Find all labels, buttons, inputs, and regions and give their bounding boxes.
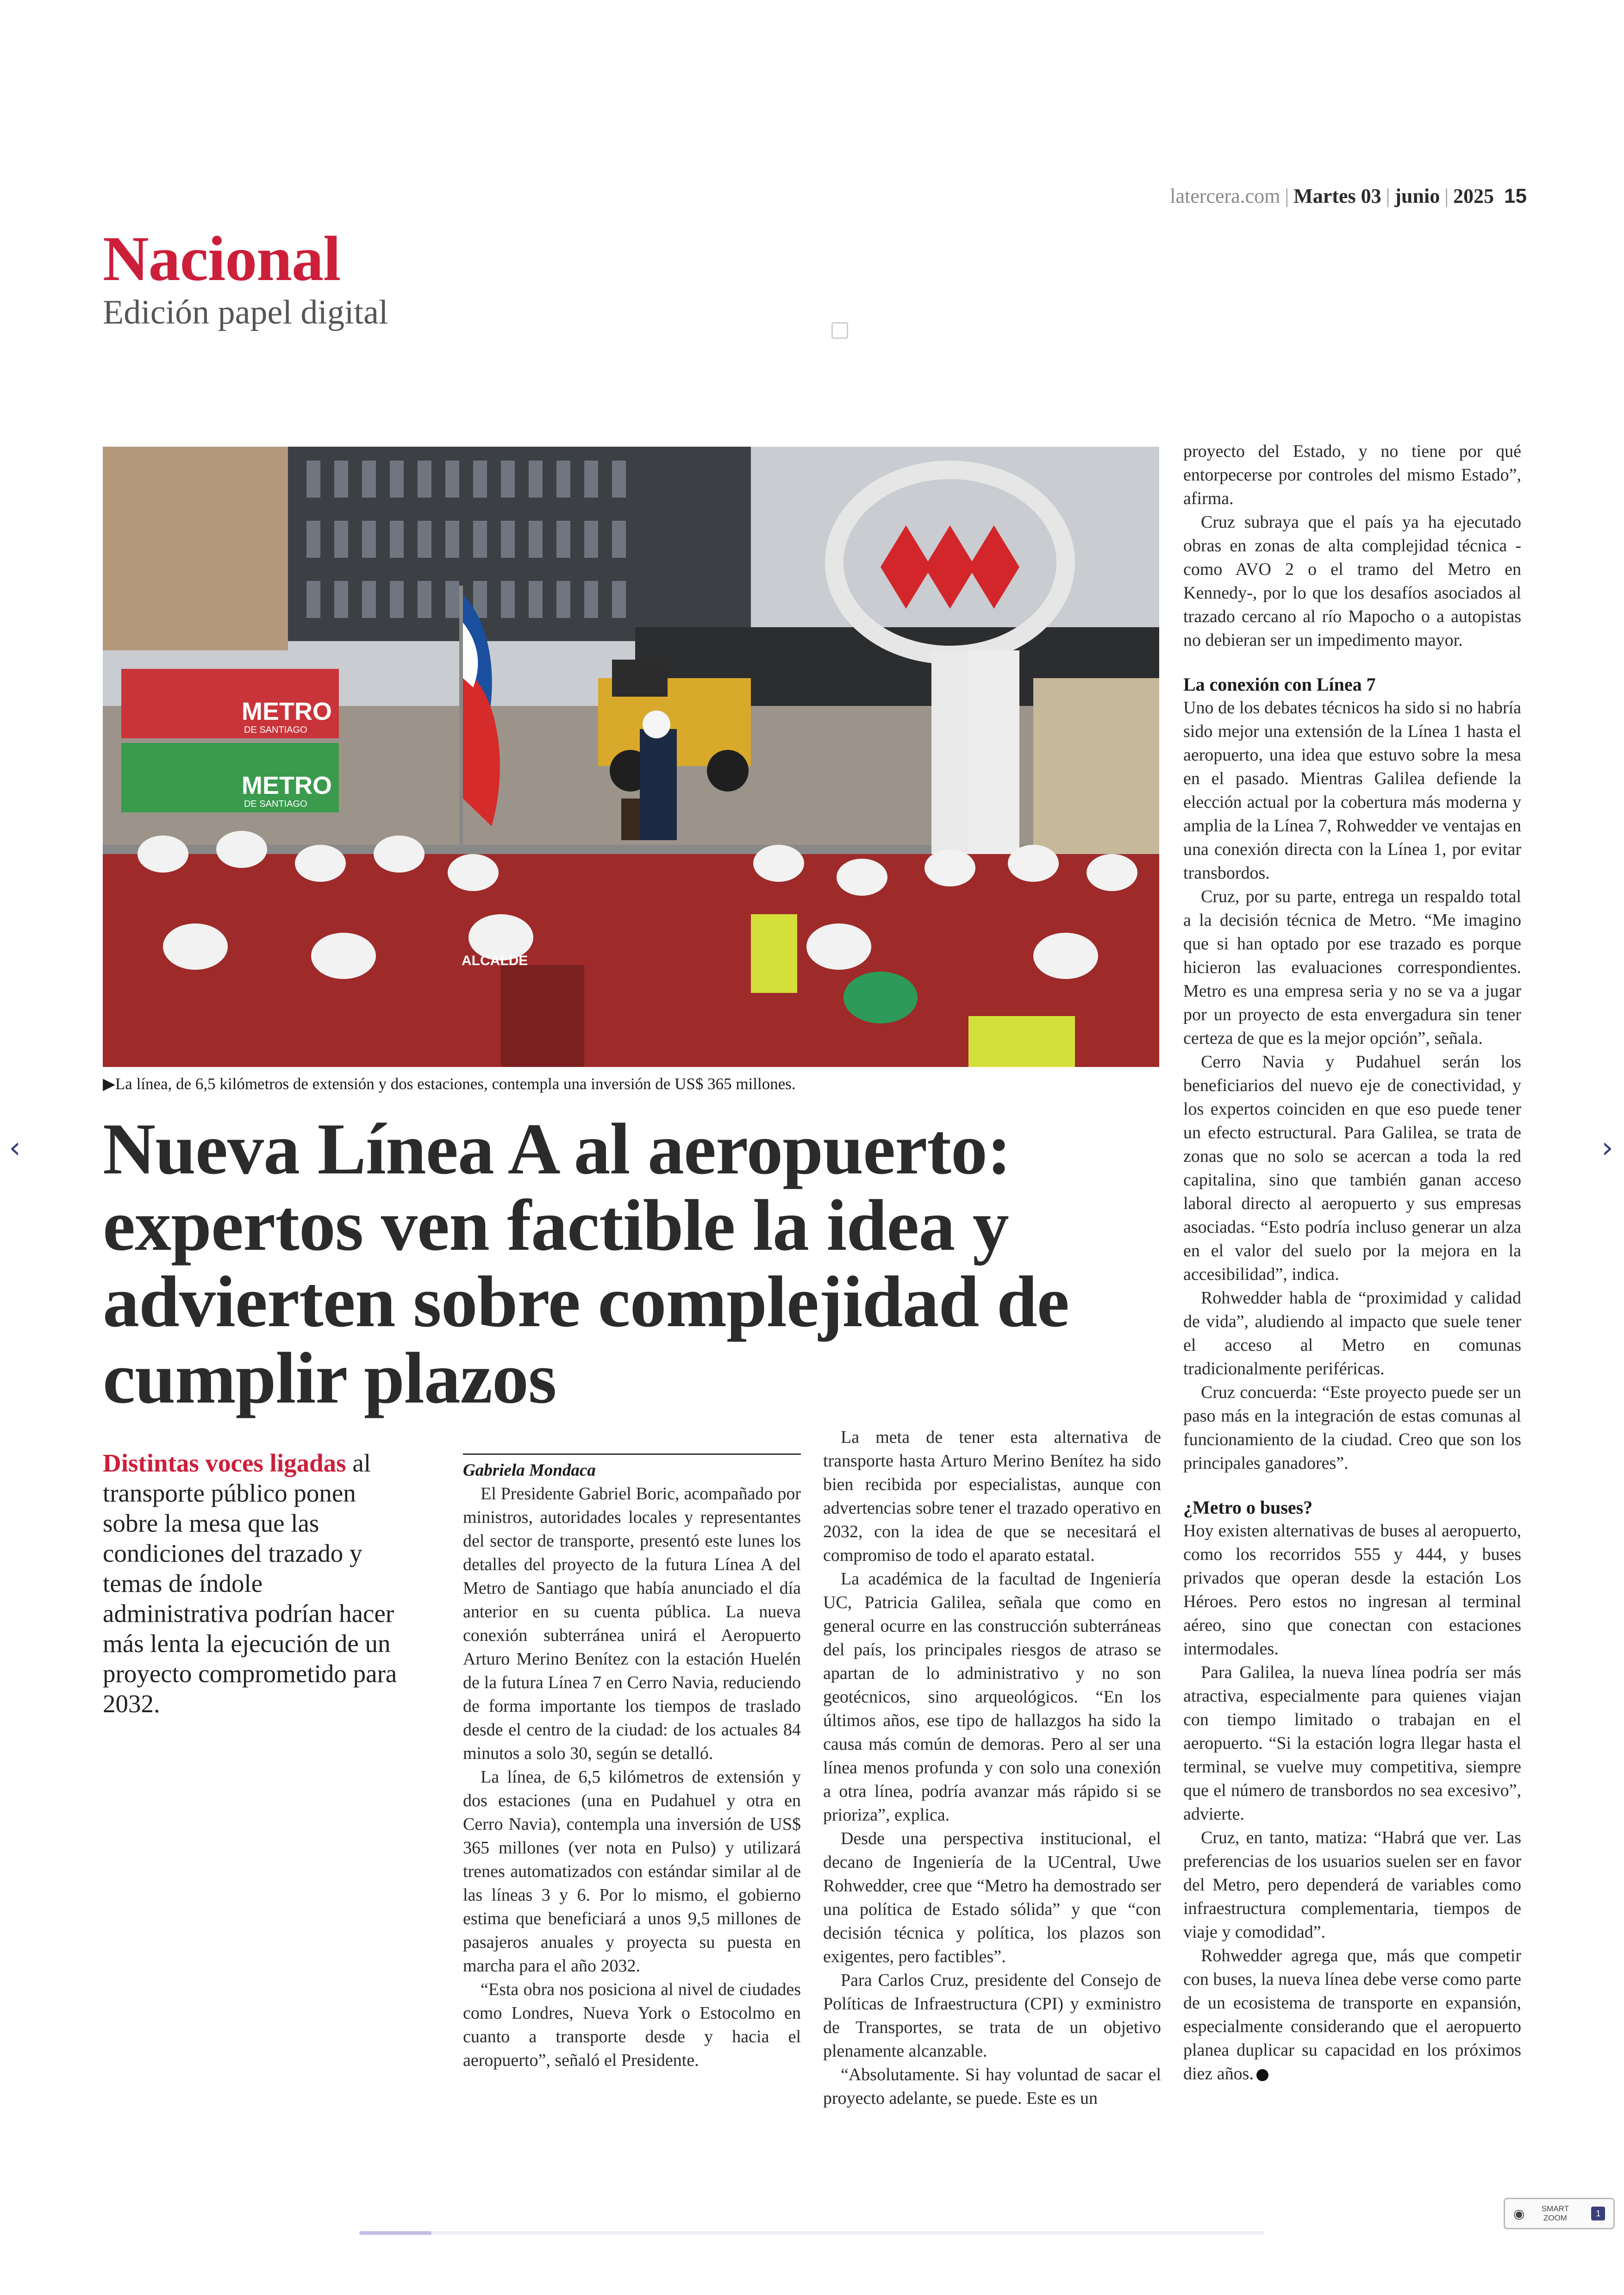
article-headline: Nueva Línea A al aeropuerto: expertos ven factible la idea y advierten sobre complejidad de cumplir plazos — [103, 1109, 1069, 1419]
article-column-1 — [463, 1453, 801, 2072]
smart-zoom-label-2: ZOOM — [1543, 2214, 1567, 2222]
article-column-3 — [1183, 440, 1521, 2086]
paragraph: Hoy existen alternativas de buses al aeropuerto, como los recorridos 555 y 444, y buses privados que operan desde la estación Los Héroes. Pero estos no ingresan al terminal aéreo, sino que conectan con estaciones intermodales. — [1183, 1521, 1521, 1659]
byline: Gabriela Mondaca — [463, 1453, 801, 1482]
page-scroll-bar[interactable] — [359, 2231, 1265, 2235]
paragraph: Rohwedder habla de “proximidad y calidad de vida”, aludiendo al impacto que suele tener el acceso al Metro en comunas tradicionalmente periféricas. — [1183, 1288, 1521, 1378]
paragraph: proyecto del Estado, y no tiene por qué entorpecerse por controles del mismo Estado”, afirma. — [1183, 442, 1521, 508]
article-deck — [103, 1448, 404, 1719]
page-scroll-thumb[interactable] — [359, 2231, 431, 2235]
page-marker-icon — [831, 322, 848, 339]
date-month: junio — [1394, 185, 1440, 207]
paragraph: Desde una perspectiva institucional, el decano de Ingeniería de la UCentral, Uwe Rohwedder, cree que “Metro ha demostrado ser una política de Estado sólida” y que “con decisión técnica y política, los plazos son exigentes, pero factibles”. — [823, 1829, 1161, 1966]
sign-metro-red: METRO — [242, 698, 332, 725]
sign-metro-green: METRO — [242, 772, 332, 799]
paragraph: “Absolutamente. Si hay voluntad de sacar el proyecto adelante, se puede. Este es un — [823, 2065, 1161, 2108]
end-of-article-icon — [1256, 2069, 1268, 2081]
caption-text: La línea, de 6,5 kilómetros de extensión y dos estaciones, contempla una inversión de US$ 365 millones. — [115, 1075, 796, 1093]
paragraph: La académica de la facultad de Ingeniería UC, Patricia Galilea, señala que como en general ocurre en las construcción subterráneas del país, los principales riesgos de atraso se apartan de lo administrativo y no son geotécnicos, sino arqueológicos. “En los últimos años, ese tipo de hallazgos ha sido la causa más común de demoras. Pero al ser una línea menos profunda y con solo una conexión a otra línea, podría avanzar más rápido si se prioriza”, explica. — [823, 1569, 1161, 1825]
article-column-2 — [823, 1426, 1161, 2110]
smart-zoom-count: 1 — [1591, 2207, 1605, 2220]
paragraph: La meta de tener esta alternativa de transporte hasta Arturo Merino Benítez ha sido bien recibida por especialistas, aunque con advertencias sobre tener el trazado operativo en 2032, con la idea de que se necesitará el compromiso de todo el aparato estatal. — [823, 1428, 1161, 1565]
deck-lead: Distintas voces ligadas — [103, 1449, 346, 1477]
paragraph: Cerro Navia y Pudahuel serán los beneficiarios del nuevo eje de conectividad, y los expertos coinciden en que eso puede tener un efecto estructural. Para Galilea, se trata de zonas que no solo se acercan a toda la red capitalina, sino que también ganan acceso laboral directo al aeropuerto y sus empresas asociadas. “Esto podría incluso generar un alza en el valor del suelo por la mejora en la accesibilidad”, indica. — [1183, 1052, 1521, 1284]
section-subtitle: Edición papel digital — [103, 293, 388, 331]
paragraph: Cruz, por su parte, entrega un respaldo total a la decisión técnica de Metro. “Me imagino que si han optado por ese trazado es porque hicieron las evaluaciones correspondientes. Metro es una empresa seria y no se va a jugar por un proyecto de esta envergadura sin tener certeza de que es la mejor opción”, señala. — [1183, 887, 1521, 1048]
page-number: 15 — [1504, 185, 1527, 207]
paragraph — [1183, 1944, 1521, 2086]
sign-metro-green-sub: DE SANTIAGO — [244, 799, 307, 809]
previous-page-button[interactable]: ‹ — [9, 1131, 21, 1165]
paragraph: Uno de los debates técnicos ha sido si no habría sido mejor una extensión de la Línea 1 hasta el aeropuerto, una idea que estuvo sobre la mesa en el pasado. Mientras Galilea defiende la elección actual por la cobertura más moderna y amplia de la Línea 7, Rohwedder ve ventajas en una conexión directa con la Línea 1, por evitar transbordos. — [1183, 698, 1521, 883]
subheading-linea-7: La conexión con Línea 7 — [1183, 674, 1376, 695]
date-year: 2025 — [1453, 185, 1494, 207]
photo-caption — [103, 1075, 1159, 1093]
paragraph: Cruz, en tanto, matiza: “Habrá que ver. Las preferencias de los usuarios suelen ser en favor del Metro, pero dependerá de variables como infraestructura complementaria, tiempos de viaje y comodidad”. — [1183, 1828, 1521, 1942]
paragraph-text: Rohwedder agrega que, más que competir con buses, la nueva línea debe verse como parte de un ecosistema de transporte en expansión, especialmente considerando que el aeropuerto planea duplicar su capacidad en los próximos diez años. — [1183, 1946, 1521, 2083]
subheading-metro-o-buses: ¿Metro o buses? — [1183, 1497, 1313, 1518]
eye-icon: ◉ — [1513, 2206, 1525, 2221]
page-header-line: latercera.com | Martes 03 | junio | 2025 15 — [1170, 185, 1527, 207]
vest-label: ALCALDE — [462, 953, 528, 968]
deck-text: al transporte público ponen sobre la mesa que las condiciones del trazado y temas de índole administrativa podrían hacer más lenta la ejecución de un proyecto comprometido para 2032. — [103, 1449, 397, 1718]
site-name: latercera.com — [1170, 185, 1280, 207]
date-day: Martes 03 — [1293, 185, 1381, 207]
paragraph: Cruz subraya que el país ya ha ejecutado obras en zonas de alta complejidad técnica -como AVO 2 o el tramo del Metro en Kennedy-, por lo que los desafíos asociados al trazado cercano al río Mapocho o a autopistas no debieran ser un impedimento mayor. — [1183, 512, 1521, 650]
caption-marker-icon: ▶ — [103, 1075, 115, 1093]
paragraph: La línea, de 6,5 kilómetros de extensión y dos estaciones (una en Pudahuel y otra en Cerro Navia), contempla una inversión de US$ 365 millones (ver nota en Pulso) y utilizará trenes automatizados con estándar similar al de las líneas 3 y 6. Por lo mismo, el gobierno estima que beneficiará a unos 9,5 millones de pasajeros anuales y proyecta su puesta en marcha para el año 2032. — [463, 1767, 801, 1976]
article-photo — [103, 447, 1159, 1067]
sign-metro-red-sub: DE SANTIAGO — [244, 725, 307, 735]
paragraph: “Esta obra nos posiciona al nivel de ciudades como Londres, Nueva York o Estocolmo en cuanto a transporte desde y hacia el aeropuerto”, señaló el Presidente. — [463, 1980, 801, 2070]
smart-zoom-label-1: SMART — [1541, 2204, 1569, 2213]
section-title: Nacional — [103, 223, 341, 294]
paragraph: Para Carlos Cruz, presidente del Consejo de Políticas de Infraestructura (CPI) y exministro de Transportes, se trata de un objetivo plenamente alcanzable. — [823, 1971, 1161, 2061]
next-page-button[interactable]: › — [1601, 1131, 1613, 1165]
paragraph: Para Galilea, la nueva línea podría ser más atractiva, especialmente para quienes viajan con tiempo limitado o trabajan en el aeropuerto. “Si la estación logra llegar hasta el terminal, se vuelve muy competitiva, siempre que el número de transbordos no sea excesivo”, advierte. — [1183, 1663, 1521, 1824]
paragraph: Cruz concuerda: “Este proyecto puede ser un paso más en la integración de estas comunas al funcionamiento de la ciudad. Creo que son los principales ganadores”. — [1183, 1383, 1521, 1473]
smart-zoom-button[interactable] — [1504, 2198, 1615, 2229]
paragraph: El Presidente Gabriel Boric, acompañado por ministros, autoridades locales y representantes del sector de transporte, presentó este lunes los detalles del proyecto de la futura Línea A del Metro de Santiago que había anunciado el día anterior en su cuenta pública. La nueva conexión subterránea unirá el Aeropuerto Arturo Merino Benítez con la estación Huelén de la futura Línea 7 en Cerro Navia, reduciendo de forma importante los tiempos de traslado desde el centro de la ciudad: de los actuales 84 minutos a solo 30, según se detalló. — [463, 1484, 801, 1763]
